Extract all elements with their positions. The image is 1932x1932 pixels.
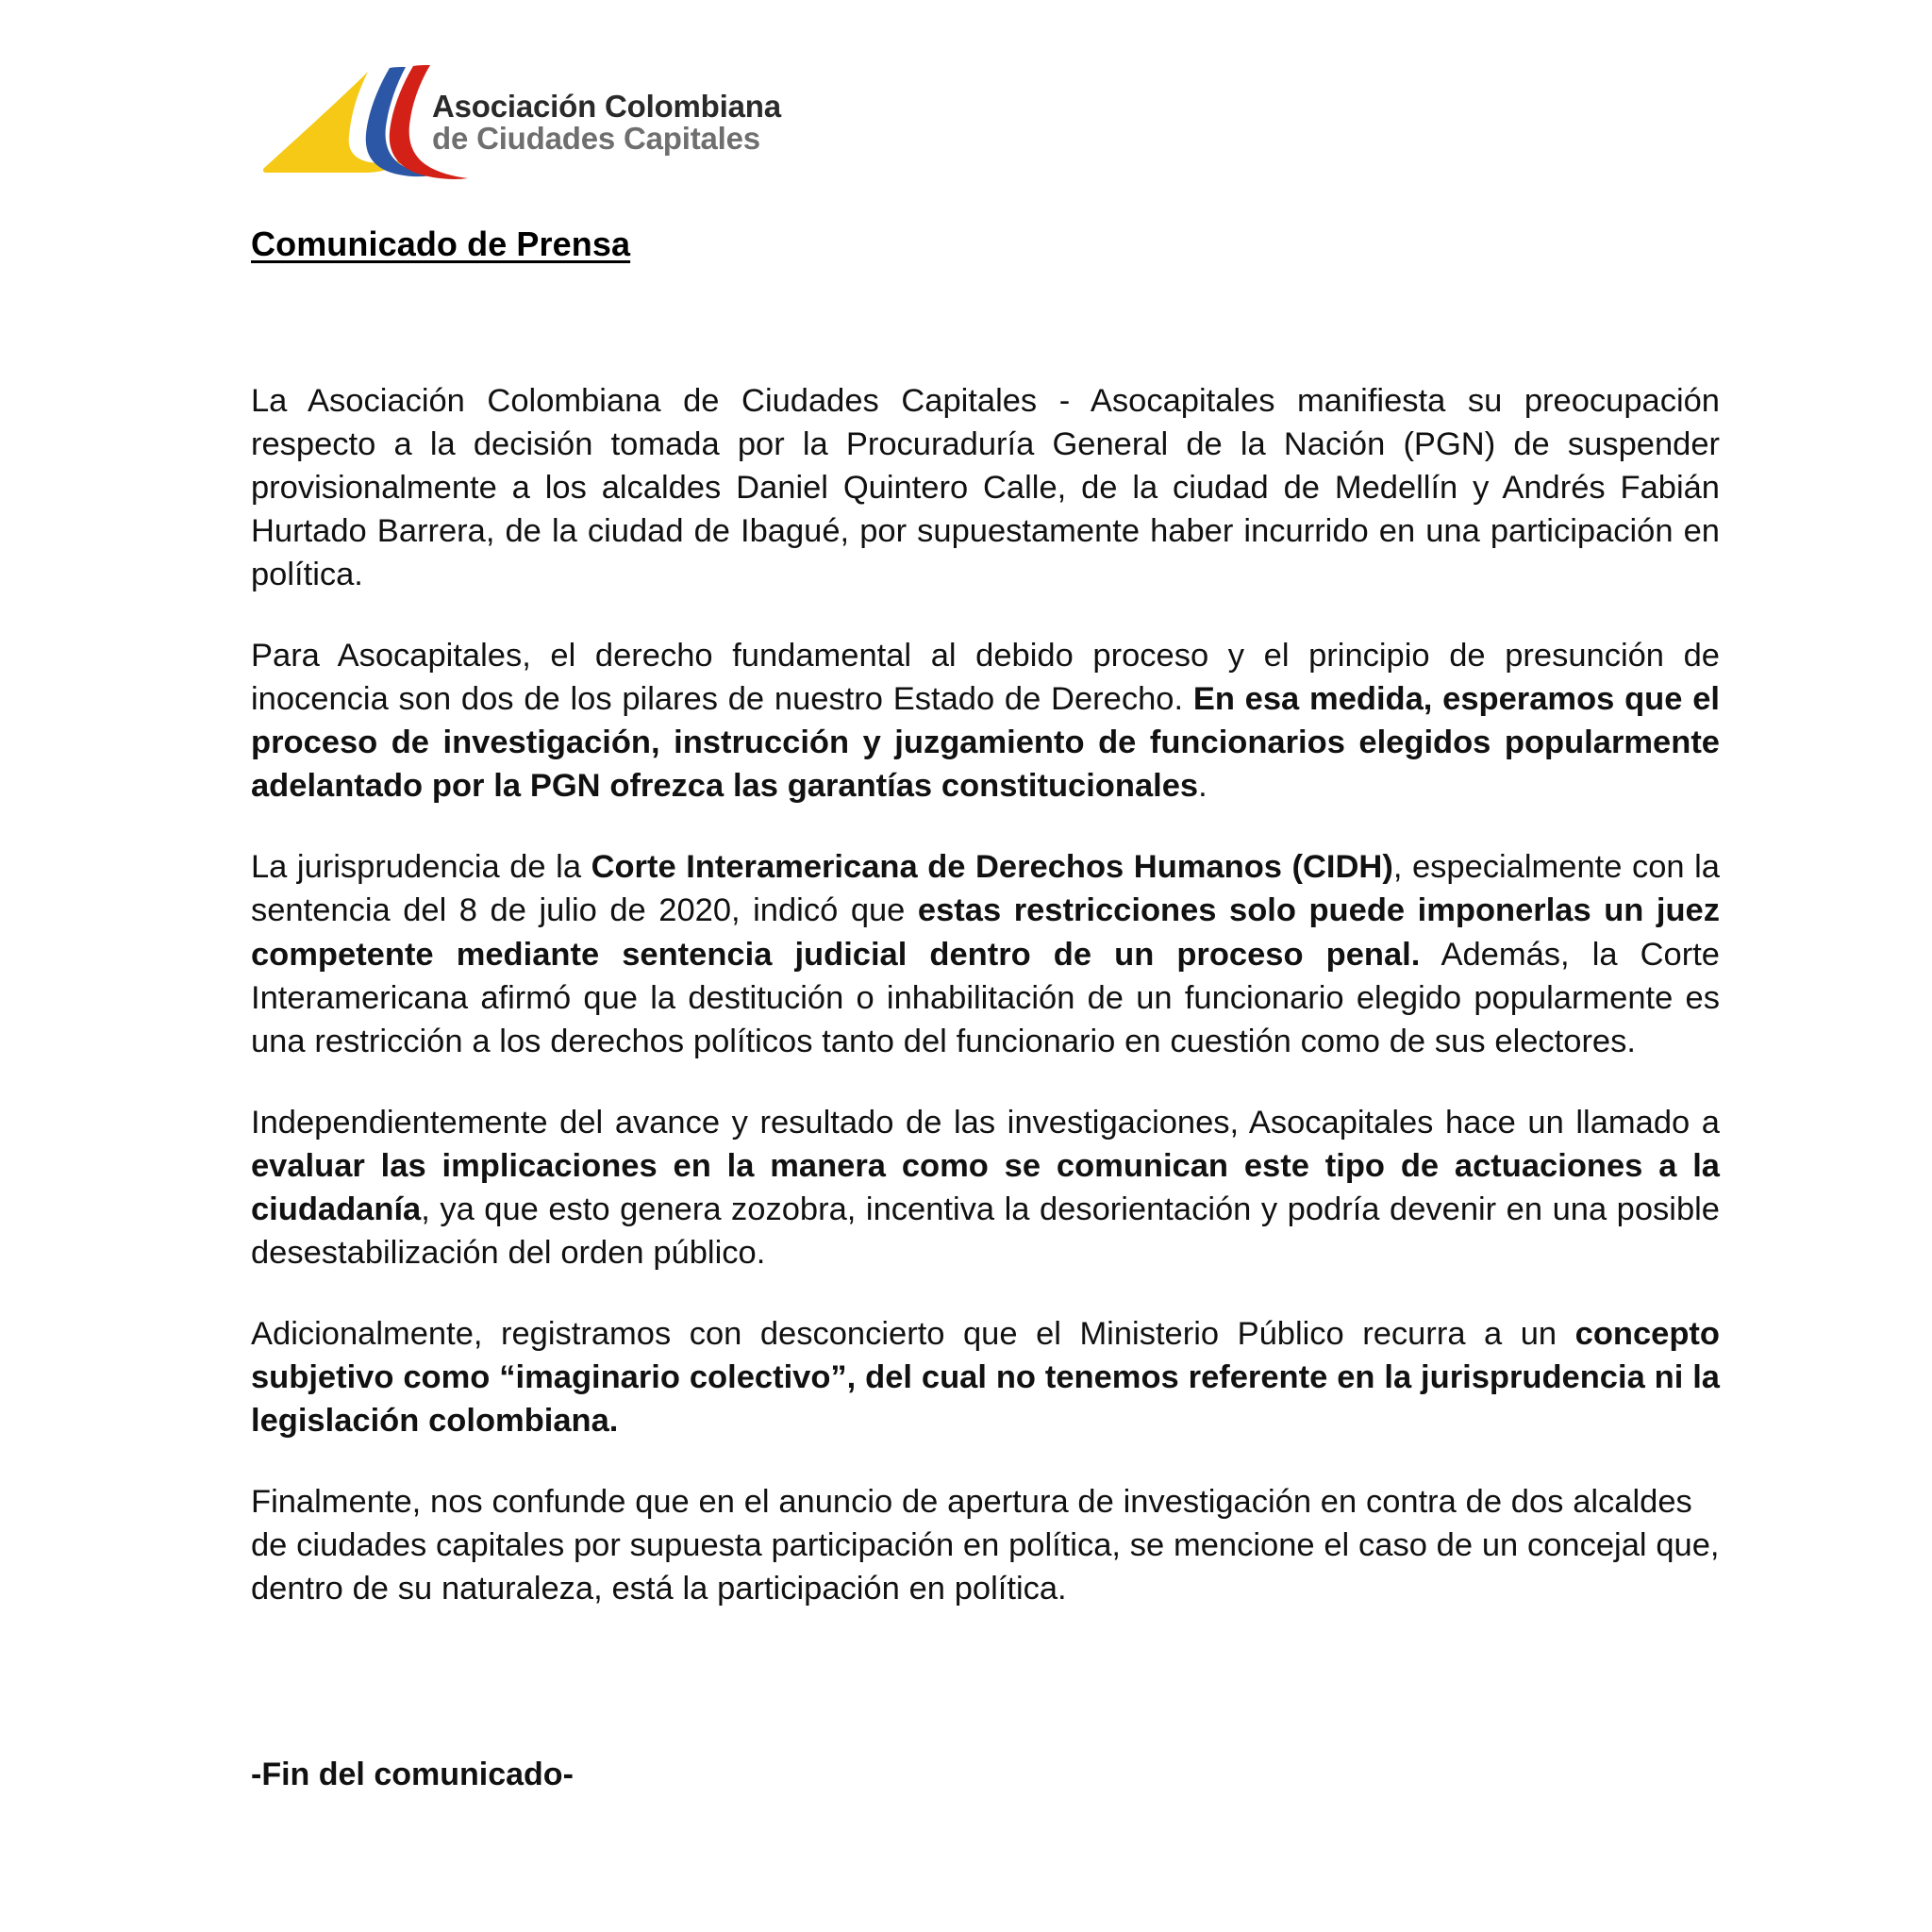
body-text: . (1198, 768, 1208, 805)
emphasis-text: Corte Interamericana de Derechos Humanos (CIDH) (591, 849, 1393, 886)
logo-wordmark (432, 91, 781, 156)
paragraph-5 (251, 1312, 1720, 1442)
paragraph-1 (251, 379, 1720, 596)
emphasis-text: concepto subjetivo como “imaginario colectivo”, del cual no tenemos referente en la jurisprudencia ni la legislación colombiana. (251, 1315, 1720, 1439)
emphasis-text: En esa medida, esperamos que el proceso de investigación, instrucción y juzgamiento de funcionarios elegidos popularmente adelantado por la PGN ofrezca las garantías constitucionales (251, 681, 1720, 805)
logo-line-1: Asociación Colombiana (432, 89, 781, 124)
body-text: Finalmente, nos confunde que en el anuncio de apertura de investigación en contra de dos alcaldes de ciudades capitales por supuesta participación en política, se mencione el caso de un concejal que, dentro de su naturaleza, está la participación en política. (251, 1483, 1720, 1607)
emphasis-text: evaluar las implicaciones en la manera como se comunican este tipo de actuaciones a la ciudadanía (251, 1147, 1720, 1227)
body-text: Adicionalmente, registramos con desconcierto que el Ministerio Público recurra a un (251, 1315, 1575, 1352)
paragraph-6 (251, 1480, 1720, 1610)
organization-logo (257, 64, 1011, 201)
body-text: La Asociación Colombiana de Ciudades Capitales - Asocapitales manifiesta su preocupación respecto a la decisión tomada por la Procuraduría General de la Nación (PGN) de suspender provisionalmente a los alcaldes Daniel Quintero Calle, de la ciudad de Medellín y Andrés Fabián Hurtado Barrera, de la ciudad de Ibagué, por supuestamente haber incurrido en una participación en política. (251, 383, 1720, 593)
paragraph-2 (251, 634, 1720, 808)
body-text: , ya que esto genera zozobra, incentiva la desorientación y podría devenir en una posible desestabilización del orden público. (251, 1191, 1720, 1271)
document-body (251, 379, 1720, 1610)
page-title: Comunicado de Prensa (251, 225, 631, 263)
body-text: , especialmente con la sentencia del 8 de julio de 2020, indicó que (251, 849, 1720, 929)
closing-line: -Fin del comunicado- (251, 1757, 574, 1792)
body-text: La jurisprudencia de la (251, 849, 591, 886)
body-text: Independientemente del avance y resultado de las investigaciones, Asocapitales hace un llamado a (251, 1104, 1720, 1141)
body-text: Para Asocapitales, el derecho fundamental al debido proceso y el principio de presunción de inocencia son dos de los pilares de nuestro Estado de Derecho. (251, 638, 1720, 718)
logo-line-2: de Ciudades Capitales (432, 121, 760, 157)
body-text: Además, la Corte Interamericana afirmó que la destitución o inhabilitación de un funcionario elegido popularmente es una restricción a los derechos políticos tanto del funcionario en cuestión como de sus electores. (251, 936, 1720, 1059)
paragraph-4 (251, 1101, 1720, 1274)
paragraph-3 (251, 845, 1720, 1062)
emphasis-text: estas restricciones solo puede imponerlas un juez competente mediante sentencia judicial dentro de un proceso penal. (251, 892, 1720, 973)
